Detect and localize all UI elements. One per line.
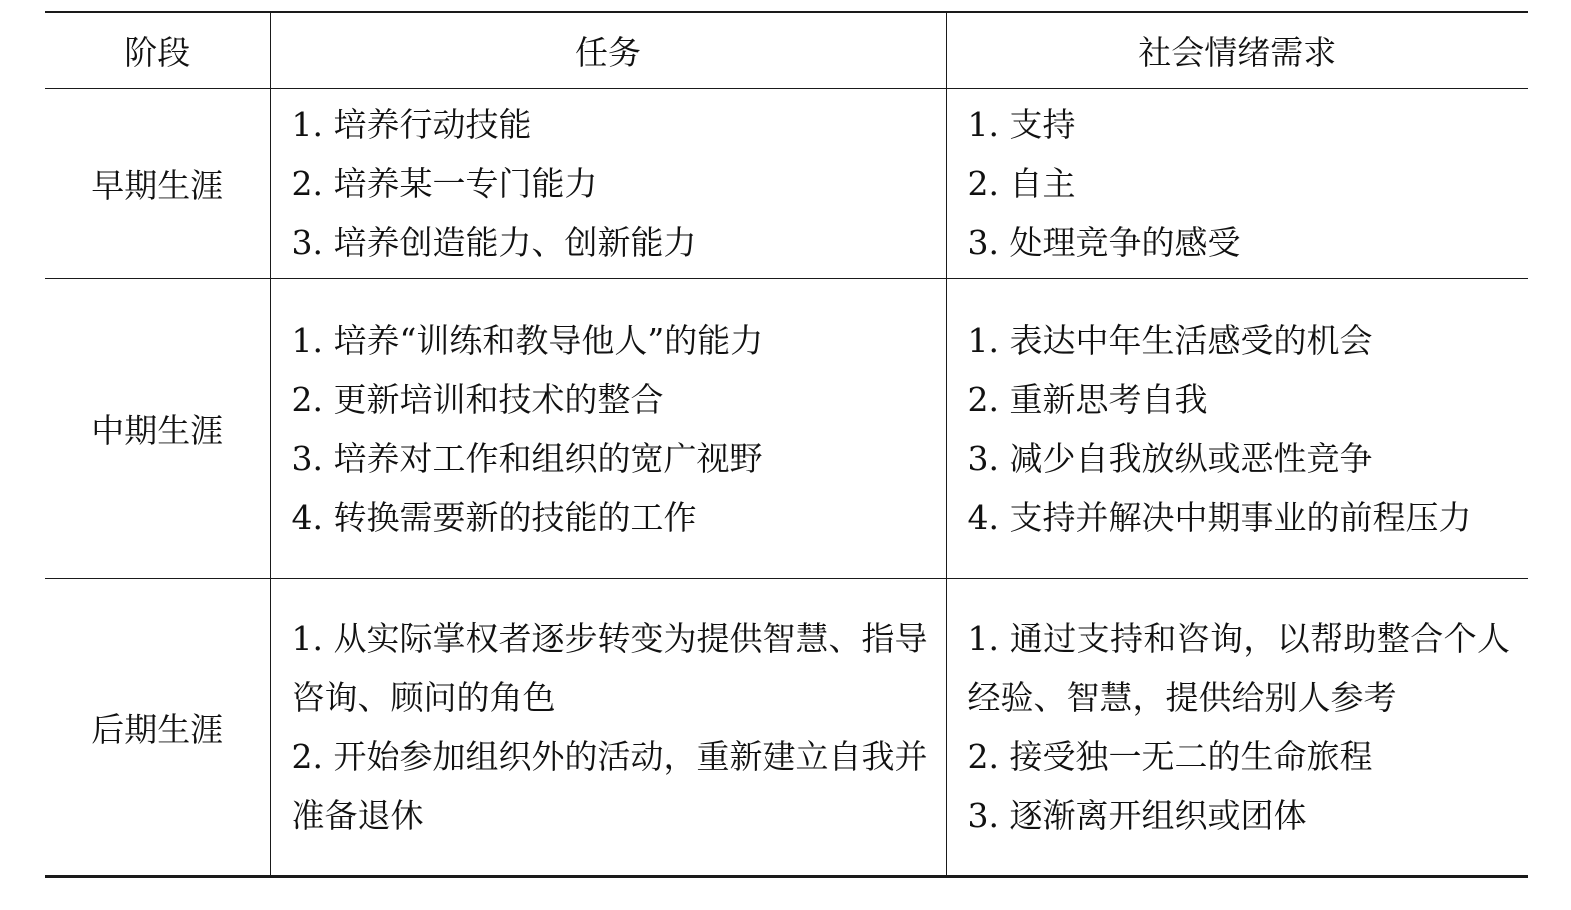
list-item: 3. 培养创造能力、创新能力 [291,223,697,262]
need-list [968,609,1511,845]
table-row-mid-career [45,279,1528,579]
need-cell [946,89,1528,279]
list-item: 3. 减少自我放纵或恶性竞争 [967,438,1373,478]
stage-cell: 后期生涯 [45,579,270,877]
table-row-early-career [45,89,1528,279]
career-stage-table [45,11,1528,878]
stage-cell: 中期生涯 [45,279,270,579]
header-need: 社会情绪需求 [946,12,1528,89]
table-header-row [45,12,1528,89]
need-list [968,95,1511,272]
list-item: 1. 培养“训练和教导他人”的能力 [291,320,764,360]
list-item: 2. 开始参加组织外的活动，重新建立自我并准备退休 [291,737,928,835]
list-item: 1. 支持 [967,105,1076,144]
task-list [292,609,928,845]
list-item: 3. 处理竞争的感受 [967,223,1241,262]
list-item: 2. 接受独一无二的生命旅程 [967,737,1373,776]
list-item: 3. 培养对工作和组织的宽广视野 [291,438,763,478]
header-task: 任务 [270,12,946,89]
need-cell [946,279,1528,579]
list-item: 3. 逐渐离开组织或团体 [967,796,1307,835]
need-cell [946,579,1528,877]
list-item: 2. 自主 [967,164,1076,203]
task-cell [270,579,946,877]
table-row-late-career [45,579,1528,877]
task-list [292,95,928,272]
task-cell [270,89,946,279]
list-item: 1. 表达中年生活感受的机会 [967,320,1373,360]
task-list [292,311,928,547]
task-cell [270,279,946,579]
list-item: 2. 培养某一专门能力 [291,164,598,203]
list-item: 4. 转换需要新的技能的工作 [291,497,697,537]
list-item: 1. 培养行动技能 [291,105,532,144]
header-stage: 阶段 [45,12,270,89]
list-item: 2. 重新思考自我 [967,379,1208,419]
stage-cell: 早期生涯 [45,89,270,279]
list-item: 1. 从实际掌权者逐步转变为提供智慧、指导咨询、顾问的角色 [291,619,928,717]
need-list [968,311,1511,547]
list-item: 2. 更新培训和技术的整合 [291,379,664,419]
list-item: 4. 支持并解决中期事业的前程压力 [967,497,1472,537]
list-item: 1. 通过支持和咨询，以帮助整合个人经验、智慧，提供给别人参考 [967,619,1510,717]
